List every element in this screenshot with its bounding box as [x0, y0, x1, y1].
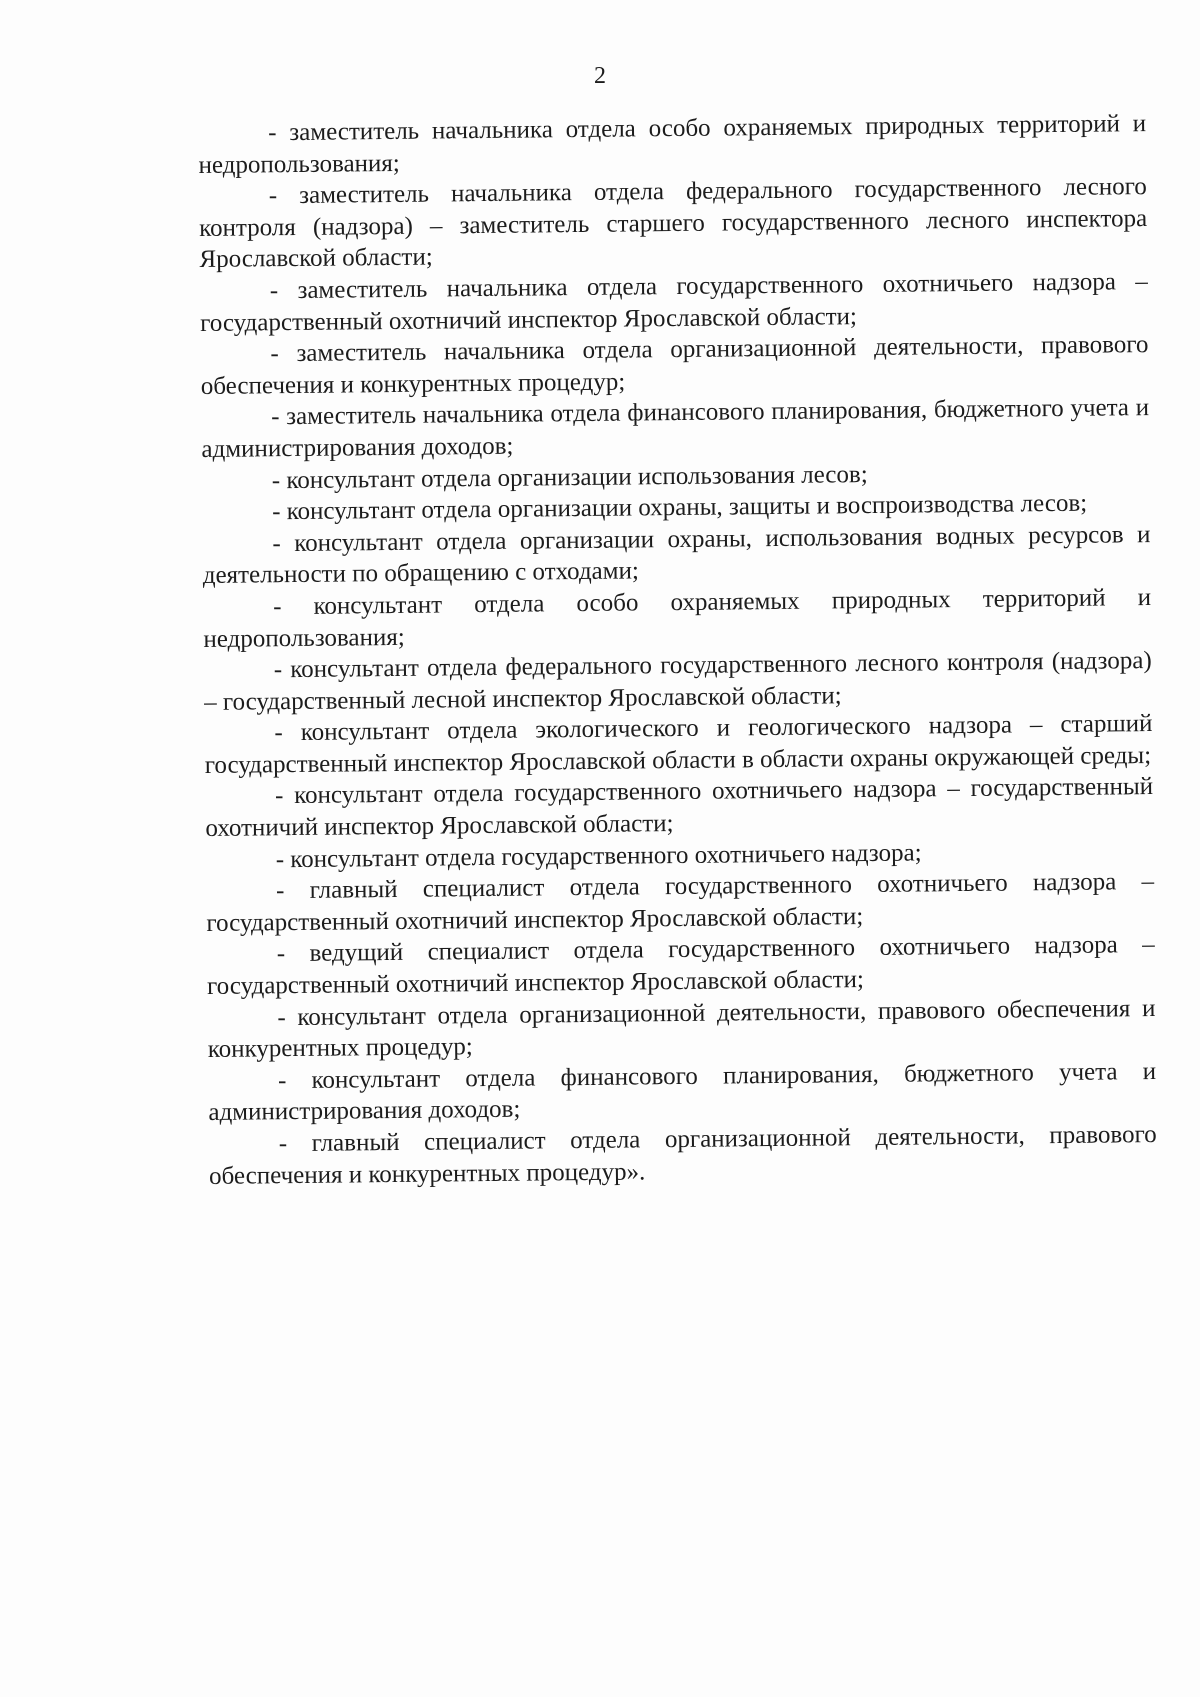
- list-item: - консультант отдела государственного охотничьего надзора;: [275, 839, 922, 873]
- list-item: - консультант отдела экологического и геологического надзора – старший государственный инспектор Ярославской области в области охраны окружающей среды;: [204, 710, 1153, 779]
- list-item: - ведущий специалист отдела государственного охотничьего надзора – государственный охотничий инспектор Ярославской области;: [206, 931, 1155, 1000]
- list-item: - заместитель начальника отдела федерального государственного лесного контроля (надзора) – заместитель старшего государственного лесного инспектора Ярославской области;: [199, 173, 1148, 274]
- list-item: - главный специалист отдела государственного охотничьего надзора – государственный охотничий инспектор Ярославской области;: [206, 868, 1155, 937]
- list-item: - консультант отдела организационной деятельности, правового обеспечения и конкурентных процедур;: [207, 994, 1156, 1064]
- list-item: - заместитель начальника отдела государственного охотничьего надзора – государственный охотничий инспектор Ярославской области;: [200, 268, 1148, 337]
- list-item: - заместитель начальника отдела финансового планирования, бюджетного учета и администрирования доходов;: [201, 394, 1150, 463]
- page-number: 2: [594, 63, 606, 89]
- list-item: - консультант отдела организации использования лесов;: [271, 460, 868, 494]
- position-list: [198, 108, 1157, 1192]
- list-item: - консультант отдела государственного охотничьего надзора – государственный охотничий инспектор Ярославской области;: [205, 773, 1154, 843]
- list-item: - консультант отдела организации охраны, защиты и воспроизводства лесов;: [271, 489, 1088, 526]
- list-item: - консультант отдела федерального государственного лесного контроля (надзора) – государственный лесной инспектор Ярославской области;: [203, 647, 1152, 716]
- list-item: - консультант отдела финансового планирования, бюджетного учета и администрирования доходов;: [208, 1057, 1157, 1127]
- list-item: - главный специалист отдела организационной деятельности, правового обеспечения и конкурентных процедур».: [208, 1121, 1157, 1190]
- list-item: - консультант отдела организации охраны, использования водных ресурсов и деятельности по обращению с отходами;: [202, 520, 1151, 590]
- list-item: - консультант отдела особо охраняемых природных территорий и недропользования;: [203, 583, 1152, 653]
- list-item: - заместитель начальника отдела особо охраняемых природных территорий и недропользования;: [198, 110, 1147, 179]
- list-item: - заместитель начальника отдела организационной деятельности, правового обеспечения и конкурентных процедур;: [200, 331, 1149, 400]
